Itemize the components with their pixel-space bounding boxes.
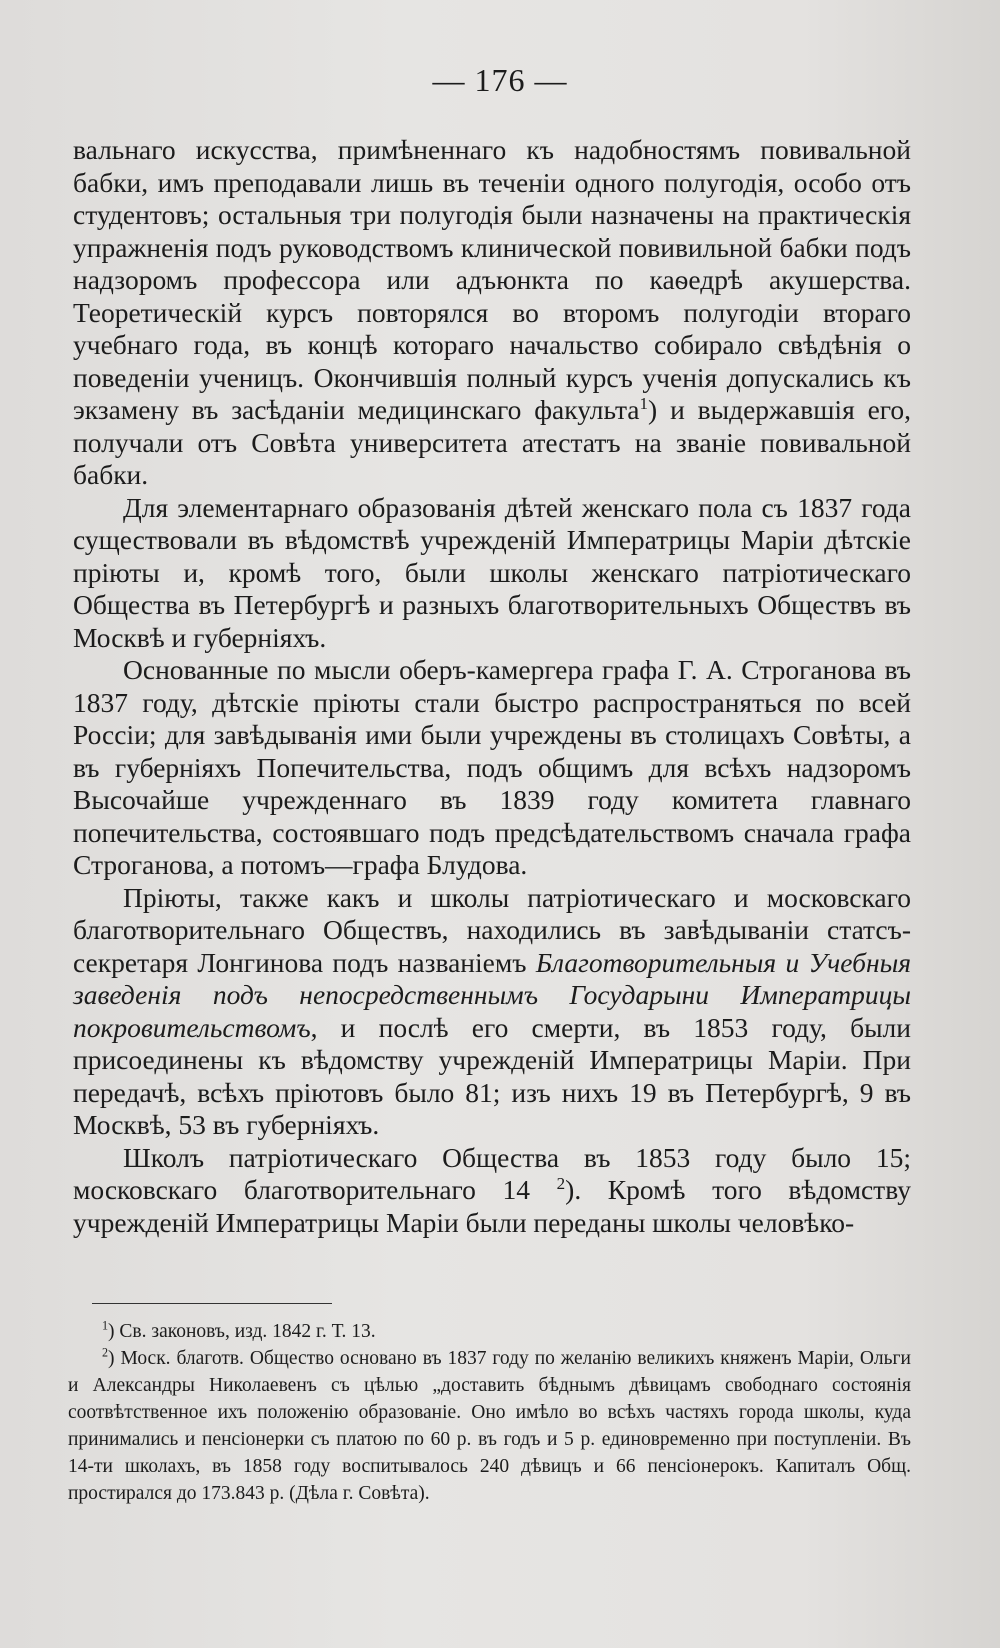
paragraph-4 (73, 882, 911, 1142)
paragraph-3: Основанные по мысли оберъ-камергера графа Г. А. Строганова въ 1837 году, дѣтскіе пріюты стали быстро распространяться по всей Россіи; для завѣдыванія ими были учреждены въ столицахъ Совѣты, а въ губерніяхъ Попечительства, подъ общимъ для всѣхъ надзоромъ Высочайше учрежденнаго въ 1839 году комитета главнаго попечительства, состоявшаго подъ предсѣдательствомъ сначала графа Строганова, а потомъ—графа Блудова. (73, 654, 911, 880)
footnote-ref-1: 1 (639, 393, 649, 413)
footnotes (68, 1318, 911, 1507)
paragraph-4-text-b: , и послѣ его смерти, въ 1853 году, были присоединены къ вѣдомству учрежденій Императрицы Маріи. При передачѣ, всѣхъ пріютовъ было 81; изъ нихъ 19 въ Петербургѣ, 9 въ Москвѣ, 53 въ губерніяхъ. (73, 1011, 911, 1140)
paragraph-5-text-a: Школъ патріотическаго Общества въ 1853 году было 15; московскаго благотворительнаго 14 (73, 1141, 911, 1205)
footnote-divider (92, 1303, 332, 1304)
footnote-1-text: ) Св. законовъ, изд. 1842 г. Т. 13. (108, 1321, 376, 1342)
paragraph-1-tail: ) и выдержавшія его, получали отъ Совѣта университета атестатъ на званіе повивальной бабки. (73, 394, 912, 490)
footnote-2-text: ) Моск. благотв. Общество основано въ 1837 году по желанію великихъ княженъ Маріи, Ольги и Александры Николаевенъ съ цѣлью „доставить бѣднымъ дѣвицамъ свободнаго состоянія соотвѣтственное ихъ положенію образованіе. Оно имѣло во всѣхъ частяхъ города школы, куда принимались и пенсіонерки съ платою по 60 р. въ годъ и 5 р. единовременно при поступленіи. Въ 14-ти школахъ, въ 1858 году воспитывалось 240 дѣвицъ и 66 пенсіонерокъ. Капиталъ Общ. простирался до 173.843 р. (Дѣла г. Совѣта). (68, 1348, 911, 1504)
paragraph-4-text-a: Пріюты, также какъ и школы патріотическаго и московскаго благотворительнаго Обществъ, находились въ завѣдываніи статсъ-секретаря Лонгинова подъ названіемъ (73, 881, 911, 978)
paragraph-2: Для элементарнаго образованія дѣтей женскаго пола съ 1837 года существовали въ вѣдомствѣ учрежденій Императрицы Маріи дѣтскіе пріюты и, кромѣ того, были школы женскаго патріотическаго Общества въ Петербургѣ и разныхъ благотворительныхъ Обществъ въ Москвѣ и губерніяхъ. (73, 491, 911, 653)
footnote-1 (68, 1318, 911, 1345)
paragraph-5 (73, 1142, 911, 1240)
body-text (73, 134, 911, 1239)
footnote-ref-2: 2 (556, 1173, 566, 1193)
page-number: — 176 — (432, 62, 568, 98)
institution-title-italic: Благотворительныя и Учебныя заведенія подъ непосредственнымъ Государыни Императрицы покровительствомъ (73, 946, 911, 1043)
footnote-2 (68, 1345, 911, 1507)
footnote-1-mark: 1 (102, 1318, 109, 1333)
paragraph-5-text-b: ). Кромѣ того вѣдомству учрежденій Императрицы Маріи были переданы школы человѣко- (73, 1174, 911, 1238)
footnote-2-mark: 2 (102, 1345, 109, 1360)
paragraph-1-text: вальнаго искусства, примѣненнаго къ надобностямъ повивальной бабки, имъ преподавали лишь въ теченіи одного полугодія, особо отъ студентовъ; остальныя три полугодія были назначены на практическія упражненія подъ руководствомъ клинической повивильной бабки подъ надзоромъ профессора или адъюнкта по каѳедрѣ акушерства. Теоретическій курсъ повторялся во второмъ полугодіи втораго учебнаго года, въ концѣ котораго начальство собирало свѣдѣнія о поведеніи ученицъ. Окончившія полный курсъ ученія допускались къ экзамену въ засѣданіи медицинскаго факульта (73, 134, 911, 425)
paragraph-1 (73, 134, 911, 492)
